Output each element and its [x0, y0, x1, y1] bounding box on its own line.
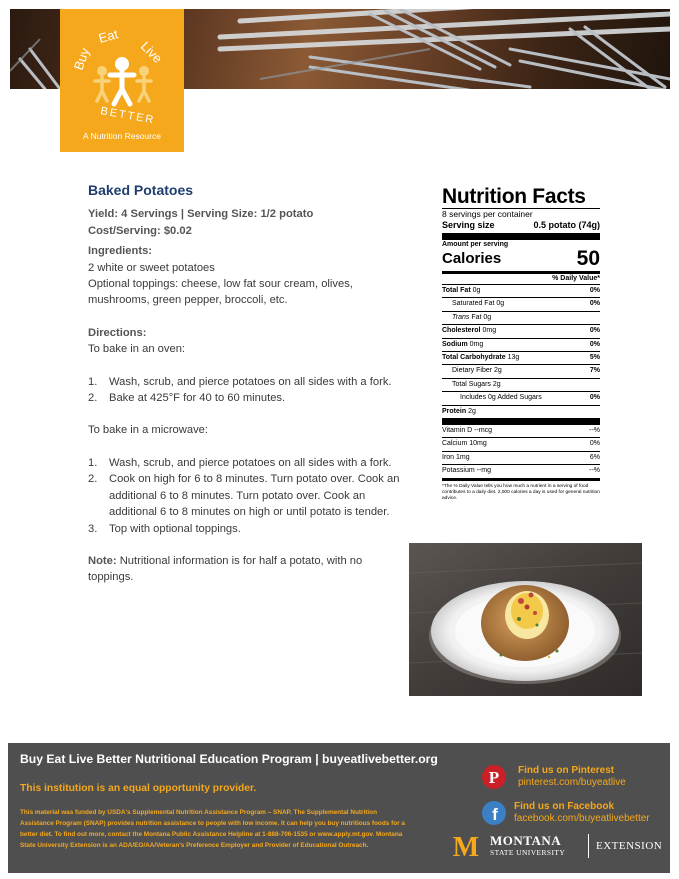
- msu-extension-logo: [448, 831, 663, 861]
- yield-line: Yield: 4 Servings | Serving Size: 1/2 potato: [88, 208, 314, 221]
- nutrition-facts-title: Nutrition Facts: [442, 185, 586, 208]
- nutrition-facts-label: [442, 186, 600, 502]
- recipe-title: Baked Potatoes: [88, 182, 194, 198]
- nutrient-row: Includes 0g Added Sugars 0%: [442, 391, 600, 404]
- msu-subname: STATE UNIVERSITY: [490, 848, 566, 857]
- microwave-steps: [88, 455, 408, 537]
- vitamin-row: Calcium 10mg 0%: [442, 437, 600, 450]
- nutrient-row: Protein 2g: [442, 405, 600, 418]
- nutrient-row: Trans Fat 0g: [442, 311, 600, 324]
- nutrient-row: Total Sugars 2g: [442, 378, 600, 391]
- svg-text:M: M: [452, 832, 480, 861]
- pinterest-url[interactable]: pinterest.com/buyeatlive: [518, 777, 626, 788]
- buy-eat-live-better-logo: [60, 9, 184, 152]
- nutrient-row: Total Fat 0g 0%: [442, 284, 600, 297]
- baked-potato-image: [409, 543, 642, 696]
- funding-fine-print: This material was funded by USDA's Supplemental Nutrition Assistance Program – SNAP. The Supplemental Nutrition Assistance Program (SNAP) provides nutrition assistance to people with low income. It can help you buy nutritious foods for a better diet. To find out more, contact the Montana Public Assistance Helpline at 1-888-706-1535 or www.apply.mt.gov. Montana State University Extension is an ADA/EO/AA/Veteran's Preference Employer and Provider of Educational Outreach.: [20, 809, 405, 849]
- msu-monogram-icon: [448, 831, 484, 861]
- vitamin-row: Iron 1mg 6%: [442, 451, 600, 464]
- nutrient-row: Saturated Fat 0g 0%: [442, 297, 600, 310]
- servings-per-container: 8 servings per container: [442, 209, 533, 219]
- vitamin-row: Potassium --mg --%: [442, 464, 600, 477]
- nutrient-row: Dietary Fiber 2g 7%: [442, 364, 600, 377]
- svg-text:P: P: [488, 768, 500, 787]
- svg-text:Live: Live: [137, 38, 166, 66]
- recipe-note: Note: Nutritional information is for half a potato, with no toppings.: [88, 554, 363, 584]
- ingredients-heading: Ingredients:: [88, 245, 153, 258]
- msu-extension-text: EXTENSION: [596, 840, 663, 852]
- directions-heading: Directions:: [88, 326, 147, 339]
- nutrient-row: Sodium 0mg 0%: [442, 338, 600, 351]
- list-item: 2. Cook on high for 6 to 8 minutes. Turn potato over. Cook an additional 6 to 8 minutes. Turn potato over. Cook an additional 6 to 8 minutes on high or until potato is tender.: [88, 473, 400, 519]
- baked-potato-photo: [409, 543, 642, 696]
- nutrition-footnote: *The % Daily Value tells you how much a nutrient in a serving of food contributes to a daily diet. 2,000 calories a day is used for general nutrition advice.: [442, 483, 600, 501]
- nutrient-row: Total Carbohydrate 13g 5%: [442, 351, 600, 364]
- logo-tagline: A Nutrition Resource: [83, 131, 161, 141]
- list-item: 1. Wash, scrub, and pierce potatoes on all sides with a fork.: [88, 456, 392, 469]
- microwave-intro: To bake in a microwave:: [88, 424, 209, 437]
- ingredient-item: 2 white or sweet potatoes: [88, 261, 215, 274]
- oven-steps: [88, 374, 408, 407]
- pinterest-label: Find us on Pinterest: [518, 765, 615, 776]
- recipe-section: [88, 182, 408, 586]
- footer: [8, 743, 670, 873]
- amount-per-serving: Amount per serving: [442, 241, 509, 248]
- calories-row: Calories 50: [442, 247, 600, 270]
- list-item: 1. Wash, scrub, and pierce potatoes on all sides with a fork.: [88, 375, 392, 388]
- msu-name: MONTANA: [490, 833, 562, 848]
- vitamin-row: Vitamin D --mcg --%: [442, 427, 600, 435]
- facebook-icon: [482, 801, 506, 825]
- serving-size: Serving size 0.5 potato (74g): [442, 220, 600, 230]
- svg-text:f: f: [492, 805, 498, 824]
- pinterest-icon: [482, 765, 506, 789]
- oven-intro: To bake in an oven:: [88, 343, 186, 356]
- logo-figures-icon: [60, 9, 184, 129]
- ingredient-item: Optional toppings: cheese, low fat sour cream, olives, mushrooms, green pepper, broccoli, etc.: [88, 278, 353, 307]
- facebook-url[interactable]: facebook.com/buyeatlivebetter: [514, 813, 650, 824]
- nutrient-row: Cholesterol 0mg 0%: [442, 324, 600, 337]
- list-item: 3. Top with optional toppings.: [88, 522, 241, 535]
- equal-opportunity-statement: This institution is an equal opportunity provider.: [20, 783, 257, 794]
- svg-text:BETTER: BETTER: [99, 105, 157, 127]
- facebook-label: Find us on Facebook: [514, 801, 615, 812]
- cost-line: Cost/Serving: $0.02: [88, 224, 192, 237]
- list-item: 2. Bake at 425°F for 40 to 60 minutes.: [88, 392, 286, 405]
- daily-value-heading: % Daily Value*: [442, 271, 600, 284]
- svg-text:Buy: Buy: [70, 45, 93, 73]
- footer-title: Buy Eat Live Better Nutritional Education Program | buyeatlivebetter.org: [20, 752, 438, 766]
- svg-text:Eat: Eat: [96, 26, 120, 46]
